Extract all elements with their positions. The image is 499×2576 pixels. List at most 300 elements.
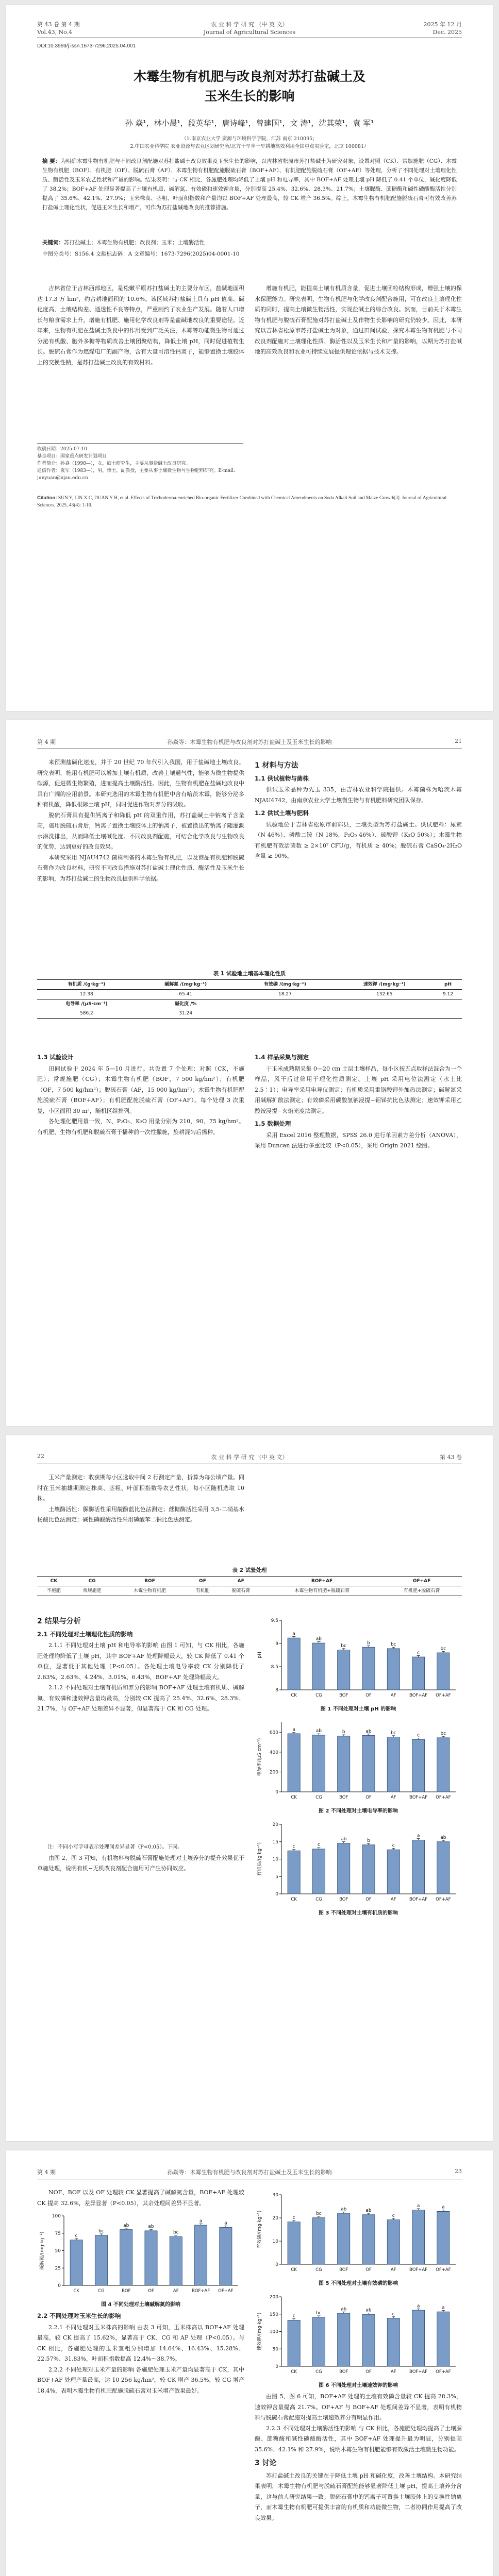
figure-5	[255, 2188, 462, 2278]
bar-OF+AF	[437, 2312, 450, 2366]
right-column	[255, 2188, 462, 2523]
bar-CG	[312, 1735, 325, 1792]
y-tick-label: 200	[269, 1770, 278, 1775]
body-paragraph: 2.2.1 不同处理对玉米株高的影响 由表 3 可知，玉米株高以 BOF+AF 处理最高，较 CK 提高了 15.62%，显著高于 CK、CG 和 AF 处理（P<0.05）。与 CK 相比，各施肥处理的玉米茎粗分别增加 14.64%、16.43%、15.28%、22.57%、31.83%，叶面积指数提高 12.4%～38.7%。	[37, 2324, 244, 2362]
x-tick-label: OF+AF	[436, 2267, 451, 2273]
journal-name-cn: 农 业 科 学 研 究 （中 英 文）	[211, 21, 288, 28]
table-cell	[236, 1009, 335, 1019]
table-2-grid	[37, 1576, 462, 1596]
body-paragraph: 供试玉米品种为先玉 335，由吉林农业科学院提供。木霉菌株为哈茨木霉 NJAU4742，由南京农业大学土壤微生物与有机肥料研究团队保存。	[255, 786, 462, 804]
table-cell	[434, 999, 462, 1009]
x-tick-label: BOF+AF	[409, 1693, 428, 1698]
bar-BOF	[338, 1736, 350, 1792]
y-axis-label: 有效磷/(mg·kg⁻¹)	[257, 2210, 262, 2249]
section-heading-2: 2 结果与分析	[37, 1617, 81, 1625]
body-paragraph: 各处理化肥用量一致，N、P₂O₅、K₂O 用量分别为 210、90、75 kg/hm²。有机肥、生物有机肥和脱硫石膏于播种前一次性撒施，旋耕混匀后播种。	[37, 1118, 244, 1136]
significance-letter: b	[342, 1730, 345, 1735]
page-4	[6, 2150, 493, 2576]
y-tick-label: 0	[58, 2283, 61, 2289]
header-issue: 第 4 期	[37, 739, 56, 745]
significance-letter: ab	[341, 2207, 347, 2212]
x-tick-label: AF	[390, 2369, 396, 2375]
significance-letter: ab	[341, 2307, 347, 2312]
figure-3	[255, 1817, 462, 1907]
affiliation-2: 2.中国农业科学院 农业资源与农业区划研究所/北方干旱半干旱耕地高效利用全国重点实验室，北京 100081）	[130, 144, 369, 149]
bar-CG	[312, 1849, 325, 1894]
bar-BOF+AF	[412, 1840, 425, 1894]
body-paragraph: 2.2.3 不同处理对土壤酶活性的影响 与 CK 相比，各施肥处理均提高了土壤脲酶、蔗糖酶和碱性磷酸酶活性，其中 BOF+AF 处理提升最为明显，分别提高 35.6%、42.1% 和 27.9%，说明木霉生物有机肥能够有效激活土壤微生物功能。	[255, 2425, 462, 2453]
citation-text: SUN Y, LIN X C, DUAN Y H, et al. Effects of Trichoderma-enriched Bio-organic Fertilizer Combined with Chemical Amendments on Soda Alkali Soil and Maize Growth[J]. Journal of Agricultural Sciences, 2025, 43(4): 1-10.	[37, 496, 447, 508]
significance-letter: c	[317, 1842, 320, 1848]
significance-letter: bc	[316, 2310, 322, 2316]
fig4-svg	[37, 2209, 243, 2299]
y-tick-label: 0	[275, 1892, 278, 1897]
x-tick-label: OF+AF	[436, 1897, 451, 1902]
table-header-cell: 有机质 /(g·kg⁻¹)	[68, 982, 106, 987]
y-axis-label: 有机质/(g·kg⁻¹)	[257, 1842, 262, 1876]
table-header-cell: 有效磷 /(mg·kg⁻¹)	[263, 982, 306, 987]
section-heading-1-2: 1.2 供试土壤与肥料	[255, 809, 309, 817]
bar-OF+AF	[220, 2227, 232, 2285]
significance-letter: bc	[316, 2211, 322, 2216]
x-tick-label: BOF+AF	[192, 2289, 210, 2294]
x-tick-label: BOF+AF	[409, 2369, 428, 2375]
y-tick-label: 20	[272, 1822, 278, 1827]
significance-letter: b	[367, 1640, 370, 1646]
figure-4-caption: 图 4 不同处理对土壤碱解氮的影响	[101, 2302, 180, 2308]
x-tick-label: AF	[390, 1795, 396, 1800]
y-tick-label: 9	[275, 1641, 278, 1647]
section-heading-1: 1 材料与方法	[255, 761, 298, 770]
table-1	[37, 968, 462, 1019]
footnotes	[37, 443, 243, 482]
x-tick-label: CK	[291, 2369, 297, 2375]
x-tick-label: AF	[173, 2289, 179, 2294]
body-paragraph: 由图 2、图 3 可知，有机物料与脱硫石膏配施处理对土壤养分的提升效果优于单施处理，说明有机−无机改良剂配合施用可产生协同效应。	[37, 1854, 244, 1872]
significance-letter: c	[417, 1733, 420, 1738]
x-tick-label: OF+AF	[218, 2289, 234, 2294]
doi[interactable]: DOI:10.3969/j.issn.1673-7296.2025.04.001	[37, 43, 136, 49]
y-tick-label: 5	[275, 1874, 278, 1880]
figure-4	[37, 2209, 244, 2299]
x-tick-label: OF	[365, 2369, 372, 2375]
y-tick-label: 10	[272, 1857, 278, 1862]
table-cell: 常规施肥	[82, 1588, 102, 1594]
bar-OF	[362, 2314, 375, 2366]
fig5-svg	[255, 2188, 461, 2278]
figure-2	[255, 1715, 462, 1805]
body-paragraph: 试验地位于吉林省松原市前郭县，土壤类型为苏打盐碱土。供试肥料：尿素（N 46%）、磷酸二铵（N 18%，P₂O₅ 46%）、硫酸钾（K₂O 50%）；木霉生物有机肥有效活菌数 ≥ 2×10⁷ CFU/g，有机质 ≥ 40%；脱硫石膏 CaSO₄·2H₂O 含量 ≥ 90%。	[255, 821, 462, 859]
volume-en: Vol.43, No.4	[37, 29, 73, 36]
table-header-cell: OF	[199, 1579, 206, 1584]
y-tick-label: 100	[52, 2214, 61, 2219]
page-2	[6, 720, 493, 1426]
significance-letter: bc	[173, 2230, 179, 2235]
y-tick-label: 10	[272, 2239, 278, 2244]
table-cell: 木霉生物有机肥	[134, 1588, 167, 1594]
intro-right-column	[255, 283, 462, 358]
title-line-2: 玉米生长的影响	[204, 89, 295, 104]
significance-letter: c	[417, 1650, 420, 1656]
table-2-caption: 表 2 试验处理	[232, 1567, 267, 1573]
journal-header	[37, 21, 462, 38]
table-cell: 不施肥	[46, 1588, 61, 1594]
body-paragraph: 田间试验于 2024 年 5—10 月进行。共设置 7 个处理：对照（CK，不施肥）；常规施肥（CG）；木霉生物有机肥（BOF，7 500 kg/hm²）；有机肥（OF，7 500 kg/hm²）；脱硫石膏（AF，15 000 kg/hm²）；木霉生物有机肥配施脱硫石膏（BOF+AF）；有机肥配施脱硫石膏（OF+AF）。每个处理 3 次重复，小区面积 30 m²，随机区组排列。	[37, 1065, 244, 1114]
figure-stack	[255, 1613, 462, 1919]
x-tick-label: CG	[315, 1693, 322, 1698]
x-tick-label: BOF	[339, 1795, 348, 1800]
bar-CK	[288, 1851, 300, 1894]
section-heading-2-1: 2.1 不同处理对土壤理化性质的影响	[37, 1630, 133, 1638]
significance-letter: c	[75, 2233, 78, 2239]
footnote-author: 作者简介：孙焱（1998—），女，硕士研究生，主要从事盐碱土改良研究。	[37, 461, 191, 466]
y-tick-label: 9.5	[271, 1618, 278, 1623]
significance-letter: c	[392, 2213, 395, 2218]
bar-OF	[362, 1647, 375, 1690]
table-1-grid	[37, 979, 462, 1019]
table-cell: 碱化度 /%	[174, 1002, 197, 1007]
bar-BOF	[338, 1650, 350, 1690]
body-paragraph: 脱硫石膏具有提供钙离子和降低 pH 的双重作用，苏打盐碱土中钠离子含量高，施用脱硫石膏后，钙离子置换土壤胶体上的钠离子，被置换出的钠离子随灌溉水淋洗排出，从而降低土壤碱化度。不同改良剂配施，可结合化学改良与生物改良的优势，达到更好的改良效果。	[37, 811, 244, 850]
fig3-svg	[255, 1817, 461, 1907]
intro-paragraph-2: 增施有机肥，能提高土壤有机质含量，促进土壤团粒结构形成，增强土壤的保水保肥能力。研究表明，生物有机肥与化学改良剂配合施用，可在改良土壤理化性质的同时，提高土壤微生物活性，实现盐碱土的综合改良。然而，目前关于木霉生物有机肥与脱硫石膏配施对苏打盐碱土及作物生长影响的研究仍较少。因此，本研究以吉林省松原市苏打盐碱土为对象，通过田间试验，探究木霉生物有机肥与不同改良剂配施对土壤理化性质、酶活性以及玉米生长和产量的影响，以期为苏打盐碱地的高效改良和农业可持续发展提供理论依据与技术支撑。	[255, 285, 462, 355]
x-tick-label: CK	[291, 1795, 297, 1800]
figure-1-caption: 图 1 不同处理对土壤 pH 的影响	[320, 1706, 396, 1712]
y-tick-label: 0	[275, 1790, 278, 1795]
significance-letter: ab	[123, 2223, 129, 2228]
x-tick-label: CG	[315, 1795, 322, 1800]
significance-letter: ab	[341, 1836, 347, 1842]
y-tick-label: 30	[272, 2193, 278, 2198]
x-tick-label: BOF	[339, 2267, 348, 2273]
bar-CK	[288, 1734, 300, 1792]
table-cell: 脱硫石膏	[231, 1588, 251, 1594]
x-tick-label: BOF+AF	[409, 1897, 428, 1902]
bar-BOF	[338, 2213, 350, 2264]
authors: 孙 焱¹，林小晨¹，段英华¹，唐诗峰¹，曾建国¹，文 涛¹，沈其荣¹，袁 军¹	[125, 118, 374, 128]
section-heading-1-1: 1.1 供试植物与菌株	[255, 774, 309, 782]
left-column	[37, 757, 244, 884]
running-header	[37, 2168, 462, 2179]
x-tick-label: CG	[98, 2289, 105, 2294]
bar-CK	[288, 1638, 300, 1690]
figure-5-caption: 图 5 不同处理对土壤有效磷的影响	[319, 2281, 398, 2286]
bar-AF	[387, 1737, 400, 1792]
body-paragraph: 2.1.2 不同处理对土壤有机质和养分的影响 BOF+AF 处理土壤有机质、碱解氮、有效磷和速效钾含量均最高，分别较 CK 提高了 25.4%、32.6%、28.3%、21.7%，与 OF+AF 处理差异不显著，但显著高于 CK 和 CG 处理。	[37, 1684, 244, 1712]
table-cell	[434, 1009, 462, 1019]
x-tick-label: OF	[148, 2289, 154, 2294]
table-row	[37, 999, 462, 1009]
citation	[37, 495, 462, 509]
y-tick-label: 8.5	[271, 1665, 278, 1670]
y-axis-label: 速效钾/(mg·kg⁻¹)	[257, 2312, 262, 2351]
bar-BOF	[338, 2313, 350, 2366]
body-paragraph: 苏打盐碱土改良的关键在于降低土壤 pH 和碱化度，改善土壤结构。本研究结果表明，木霉生物有机肥与脱硫石膏配施能够显著降低土壤 pH，提高土壤养分含量，这与前人研究结果一致。脱硫石膏中的钙离子可置换土壤胶体上的交换性钠离子，而木霉生物有机肥可提供丰富的有机质和功能微生物，二者协同作用提高了改良效果。	[255, 2472, 462, 2521]
significance-letter: b	[367, 1838, 370, 1844]
bar-OF	[362, 1845, 375, 1894]
bar-BOF+AF	[412, 2310, 425, 2366]
x-tick-label: BOF+AF	[409, 1795, 428, 1800]
x-tick-label: AF	[390, 1897, 396, 1902]
running-header	[37, 1453, 462, 1464]
x-tick-label: OF	[365, 1897, 372, 1902]
section-heading-1-5: 1.5 数据处理	[255, 1120, 291, 1127]
classification-info: 中图分类号：S156.4 文献标志码：A 文章编号：1673-7296(2025)04-0001-10	[42, 251, 240, 257]
y-axis-label: 碱解氮/(mg·kg⁻¹)	[40, 2231, 45, 2270]
significance-letter: bc	[341, 1643, 347, 1649]
table-cell: 132.65	[376, 992, 393, 997]
significance-letter: ab	[365, 2308, 372, 2313]
affiliations	[47, 135, 452, 150]
y-tick-label: 8	[275, 1688, 278, 1693]
article-title	[37, 67, 462, 106]
keywords-text: 苏打盐碱土；木霉生物有机肥；改良剂；玉米；土壤酶活性	[64, 240, 205, 246]
y-tick-label: 15	[272, 1839, 278, 1845]
intro-paragraph: 吉林省位于吉林西部地区，是松嫩平原苏打盐碱土的主要分布区，盐碱地面积达 17.3 万 hm²，约占耕地面积的 10.6%。该区域苏打盐碱土具有 pH 值高、碱化度高、土壤结构差、通透性不良等特点，严重制约了农业生产发展。随着人口增长与粮食需求上升，增施有机肥、施用化学改良剂等是盐碱地改良的重要途径。近年来，生物有机肥在盐碱土改良中的作用受到广泛关注，木霉等功能微生物可通过分泌有机酸、胞外多糖等物质改善土壤团聚结构，降低土壤 pH，同时促进植物生长。脱硫石膏作为燃煤电厂的副产物，含有大量可溶性钙离子，能够置换土壤胶体上的交换性钠，是苏打盐碱土改良的有效材料。	[37, 285, 244, 366]
y-tick-label: 600	[269, 1730, 278, 1736]
bar-BOF+AF	[412, 1739, 425, 1792]
table-cell: 有机肥	[195, 1588, 210, 1594]
keywords	[42, 238, 457, 259]
left-column	[37, 1472, 244, 1526]
body-paragraph: 由图 5、图 6 可知，BOF+AF 处理的土壤有效磷含量较 CK 提高 28.3%，速效钾含量提高 21.7%。OF+AF 与 BOF+AF 处理间差异不显著，表明有机物料与脱硫石膏配施对提高土壤速效养分有明显作用。	[255, 2393, 462, 2421]
y-axis-label: pH	[257, 1652, 262, 1658]
figure-3-caption: 图 3 不同处理对土壤有机质的影响	[319, 1910, 398, 1916]
page-1	[6, 5, 493, 711]
y-tick-label: 0	[275, 2262, 278, 2267]
abstract-label: 摘 要：	[42, 158, 61, 164]
table-header-cell: CK	[50, 1579, 58, 1584]
y-tick-label: 50	[272, 2347, 278, 2352]
x-tick-label: CK	[291, 1897, 297, 1902]
page-3	[6, 1435, 493, 2141]
significance-letter: bc	[98, 2228, 104, 2234]
results-left-column	[37, 1613, 244, 1715]
x-tick-label: CK	[291, 1693, 297, 1698]
running-header	[37, 738, 462, 749]
section-heading-1-4: 1.4 样品采集与测定	[255, 1054, 309, 1061]
significance-letter: bc	[440, 1731, 446, 1737]
footnote-received: 收稿日期：2025-07-10	[37, 447, 87, 452]
y-tick-label: 25	[55, 2266, 61, 2272]
significance-letter: c	[292, 1844, 295, 1850]
significance-letter: a	[224, 2221, 227, 2226]
left-column	[37, 2188, 244, 2396]
notes-column	[37, 1842, 244, 1874]
significance-letter: ab	[365, 1728, 372, 1734]
journal-name-en: Journal of Agricultural Sciences	[203, 29, 296, 36]
x-tick-label: CK	[73, 2289, 79, 2294]
table-row	[37, 1009, 462, 1019]
table-cell: 12.38	[80, 992, 93, 997]
section-heading-1-3: 1.3 试验设计	[37, 1054, 74, 1061]
table-cell: 有机肥+脱硫石膏	[403, 1588, 440, 1594]
header-running-title: 孙焱等：木霉生物有机肥与改良剂对苏打盐碱土及玉米生长的影响	[167, 2169, 332, 2176]
date-cn: 2025 年 12 月	[423, 21, 462, 28]
fig6-svg	[255, 2290, 461, 2380]
body-paragraph: 土壤酶活性：脲酶活性采用靛酚蓝比色法测定；蔗糖酶活性采用 3,5-二硝基水杨酸比色法测定；碱性磷酸酶活性采用磷酸苯二钠比色法测定。	[37, 1505, 244, 1523]
table-header-cell: BOF	[144, 1579, 155, 1584]
x-tick-label: CG	[315, 2267, 322, 2273]
figure-6-caption: 图 6 不同处理对土壤速效钾的影响	[319, 2383, 398, 2388]
table-cell: 18.27	[278, 992, 292, 997]
body-paragraph: 玉米产量测定：收获期每小区选取中间 2 行测定产量，折算为每公顷产量。同时在玉米抽雄期测定株高、茎粗、叶面积指数等农艺性状，每小区随机选取 10 株。	[37, 1474, 244, 1502]
y-tick-label: 75	[55, 2231, 61, 2236]
x-tick-label: BOF+AF	[409, 2267, 428, 2273]
table-cell: 电导率 /(μS·cm⁻¹)	[65, 1002, 108, 1007]
table-cell: 木霉生物有机肥+脱硫石膏	[294, 1588, 350, 1594]
significance-letter: a	[199, 2218, 203, 2224]
table-header-cell: pH	[444, 982, 452, 987]
table-cell: 65.41	[179, 992, 193, 997]
y-tick-label: 150	[269, 2312, 278, 2317]
y-tick-label: 50	[55, 2248, 61, 2254]
right-column-lower	[255, 1050, 462, 1151]
fig1-svg	[255, 1613, 461, 1703]
significance-letter: a	[417, 1833, 420, 1839]
section-heading-3: 3 讨论	[255, 2459, 277, 2467]
x-tick-label: AF	[390, 1693, 396, 1698]
table-header-cell: AF	[237, 1579, 244, 1584]
table-header-cell: 碱解氮 /(mg·kg⁻¹)	[164, 982, 207, 987]
bar-CG	[312, 1643, 325, 1690]
x-tick-label: OF	[365, 1795, 372, 1800]
bar-CG	[312, 2317, 325, 2366]
table-cell	[335, 1009, 434, 1019]
right-column	[255, 757, 462, 862]
significance-letter: a	[442, 2305, 445, 2311]
body-paragraph: 采用 Excel 2016 整理数据，SPSS 26.0 进行单因素方差分析（ANOVA），采用 Duncan 法进行多重比较（P<0.05），采用 Origin 2021 绘图。	[255, 1131, 462, 1149]
page-number: 23	[455, 2168, 462, 2175]
bar-BOF	[338, 1843, 350, 1894]
bar-OF+AF	[437, 1738, 450, 1792]
bar-AF	[387, 2318, 400, 2366]
x-tick-label: AF	[390, 2267, 396, 2273]
x-tick-label: OF+AF	[436, 1795, 451, 1800]
y-tick-label: 200	[269, 2295, 278, 2300]
abstract-text: 为明确木霉生物有机肥与不同改良剂配施对苏打盐碱土改良效果及玉米生长的影响，以吉林省松原市苏打盐碱土为研究对象，设置对照（CK）、常规施肥（CG）、木霉生物有机肥（BOF）、有机肥（OF）、脱硫石膏（AF）、木霉生物有机肥配施脱硫石膏（BOF+AF）、有机肥配施脱硫石膏（OF+AF）等处理，分析了不同处理对土壤理化性质、酶活性及玉米农艺性状和产量的影响。结果表明：与 CK 相比，各施肥处理均降低了土壤 pH 和电导率，其中 BOF+AF 处理土壤 pH 降低了 0.41 个单位，碱化度降低了 38.2%；BOF+AF 处理显著提高了土壤有机质、碱解氮、有效磷和速效钾含量，分别提高 25.4%、32.6%、28.3%、21.7%；土壤脲酶、蔗糖酶和碱性磷酸酶活性分别提高了 35.6%、42.1%、27.9%；玉米株高、茎粗、叶面积指数和产量均以 BOF+AF 处理最高，较 CK 增产 36.5%。综上，木霉生物有机肥配施脱硫石膏可有效改善苏打盐碱土理化性状，促进玉米生长和增产，可作为苏打盐碱地改良的推荐措施。	[42, 158, 457, 211]
date-en: Dec. 2025	[433, 29, 462, 36]
citation-label: Citation:	[37, 495, 57, 501]
body-paragraph: 2.1.1 不同处理对土壤 pH 和电导率的影响 由图 1 可知，与 CK 相比，各施肥处理均降低了土壤 pH，其中 BOF+AF 处理降幅最大，较 CK 降低了 0.41 个单位，显著低于其他处理（P<0.05）。各处理土壤电导率较 CK 分别降低了 2.63%、2.63%、4.24%、3.01%、6.43%，BOF+AF 处理降幅最大。	[37, 1642, 244, 1681]
bar-BOF+AF	[195, 2225, 207, 2285]
header-issue: 第 4 期	[37, 2169, 56, 2176]
bar-OF	[145, 2231, 157, 2285]
table-cell: 31.24	[179, 1011, 193, 1016]
table-header-cell: CG	[88, 1579, 96, 1584]
header-journal: 农 业 科 学 研 究 （中 英 文）	[211, 1454, 288, 1461]
body-paragraph: 2.2.2 不同处理对玉米产量的影响 各施肥处理玉米产量均显著高于 CK，其中 BOF+AF 处理产量最高，达 10 256 kg/hm²，较 CK 增产 36.5%，较 CG 增产 18.4%，表明木霉生物有机肥配施脱硫石膏对玉米增产效果最好。	[37, 2366, 244, 2394]
body-paragraph: NOF、BOF 以及 OF 处理较 CK 显著提高了碱解氮含量，BOF+AF 处理较 CK 提高 32.6%，差异显著（P<0.05），其余处理间差异不显著。	[37, 2189, 244, 2207]
x-tick-label: BOF	[122, 2289, 131, 2294]
body-paragraph: 本研究采用 NJAU4742 菌株制备的木霉生物有机肥，以及商品有机肥和脱硫石膏作为改良材料，研究不同改良措施对苏打盐碱土理化性质、酶活性及玉米生长的影响，为苏打盐碱土的生物改良提供科学依据。	[37, 854, 244, 882]
volume-cn: 第 43 卷 第 4 期	[37, 21, 80, 28]
left-column-lower	[37, 1050, 244, 1138]
table-header-cell: OF+AF	[412, 1579, 431, 1584]
significance-letter: a	[292, 1727, 295, 1733]
significance-letter: bc	[390, 1730, 396, 1736]
x-tick-label: OF+AF	[436, 2369, 451, 2375]
table-row	[37, 1586, 462, 1596]
x-tick-label: CG	[315, 2369, 322, 2375]
significance-letter: c	[392, 1843, 395, 1849]
significance-letter: a	[417, 2303, 420, 2309]
figure-2-caption: 图 2 不同处理对土壤电导率的影响	[319, 1808, 398, 1814]
bar-OF+AF	[437, 1653, 450, 1690]
bar-OF+AF	[437, 1842, 450, 1894]
significance-letter: ab	[148, 2224, 154, 2230]
y-tick-label: 0	[275, 2364, 278, 2369]
bar-CG	[312, 2218, 325, 2264]
significance-letter: ab	[315, 1728, 322, 1734]
significance-letter: c	[292, 2313, 295, 2319]
significance-letter: bc	[390, 1642, 396, 1648]
y-tick-label: 400	[269, 1750, 278, 1755]
table-cell	[236, 999, 335, 1009]
bar-OF	[362, 1735, 375, 1792]
figure-note: 注：不同小写字母表示处理间差异显著（P<0.05）。下同。	[47, 1844, 183, 1850]
bar-OF+AF	[437, 2211, 450, 2264]
bar-AF	[387, 1649, 400, 1690]
abstract	[42, 157, 457, 212]
table-cell	[335, 999, 434, 1009]
significance-letter: bc	[440, 1646, 446, 1652]
bar-BOF	[120, 2230, 132, 2285]
significance-letter: a	[442, 2205, 445, 2210]
body-paragraph: 来预测盐碱化速度，并于 20 世纪 70 年代引入我国，用于盐碱地土壤改良。研究表明，施用有机肥可以增加土壤有机质，改善土壤通气性，能够为微生物提供碳源，促进微生物繁殖，进而提高土壤酶活性。因此，生物有机肥在盐碱地改良中具有广阔的应用前景。本研究选用的木霉生物有机肥中含有哈茨木霉，能够分泌多种有机酸，降低根际土壤 pH，同时促进作物对养分的吸收。	[37, 759, 244, 808]
x-tick-label: CK	[291, 2267, 297, 2273]
header-volume: 第 43 卷	[440, 1454, 462, 1461]
significance-letter: ab	[365, 2208, 372, 2213]
intro-left-column	[37, 283, 244, 368]
page-number: 22	[37, 1453, 44, 1460]
footnote-corresponding: 通信作者：袁军（1983—），男，博士，副教授，主要从事土壤微生物与生物肥料研究。E-mail: junyuan@njau.edu.cn	[37, 468, 235, 481]
body-paragraph: 于玉米成熟期采集 0—20 cm 土层土壤样品，每小区按五点取样法混合为一个样品，风干后过筛用于理化性质测定。土壤 pH 采用电位法测定（水土比 2.5∶1）；电导率采用电导仪测定；有机质采用重铬酸钾外加热法测定；碱解氮采用碱解扩散法测定；有效磷采用碳酸氢钠浸提−钼锑抗比色法测定；速效钾采用乙酸铵浸提−火焰光度法测定。	[255, 1065, 462, 1114]
significance-letter: c	[392, 2311, 395, 2317]
bar-OF	[362, 2215, 375, 2264]
bar-AF	[387, 1850, 400, 1894]
section-heading-2-2: 2.2 不同处理对玉米生长的影响	[37, 2312, 121, 2319]
fig2-svg	[255, 1715, 461, 1805]
significance-letter: a	[292, 1631, 295, 1637]
table-header-cell: 速效钾 /(mg·kg⁻¹)	[363, 982, 406, 987]
bar-AF	[170, 2236, 182, 2285]
x-tick-label: BOF	[339, 2369, 348, 2375]
bar-BOF+AF	[412, 2210, 425, 2264]
x-tick-label: BOF	[339, 1693, 348, 1698]
figure-1	[255, 1613, 462, 1703]
table-2	[37, 1564, 462, 1596]
x-tick-label: BOF	[339, 1897, 348, 1902]
table-1-caption: 表 1 试验地土壤基本理化性质	[213, 971, 286, 977]
bar-CG	[95, 2235, 107, 2285]
significance-letter: ab	[440, 1835, 446, 1841]
table-cell: 9.12	[443, 992, 454, 997]
figure-6	[255, 2290, 462, 2380]
title-line-1: 木霉生物有机肥与改良剂对苏打盐碱土及	[133, 69, 365, 84]
affiliation-1: （1.南京农业大学 资源与环境科学学院，江苏 南京 210095；	[181, 136, 318, 142]
y-tick-label: 100	[269, 2329, 278, 2335]
footnote-fund: 基金项目：国家重点研发计划项目	[37, 454, 107, 459]
x-tick-label: OF	[365, 2267, 372, 2273]
table-header-cell: BOF+AF	[311, 1579, 333, 1584]
x-tick-label: OF	[365, 1693, 372, 1698]
bar-AF	[387, 2220, 400, 2264]
page-number: 21	[455, 738, 462, 744]
y-tick-label: 20	[272, 2216, 278, 2221]
x-tick-label: OF+AF	[436, 1693, 451, 1698]
x-tick-label: CG	[315, 1897, 322, 1902]
